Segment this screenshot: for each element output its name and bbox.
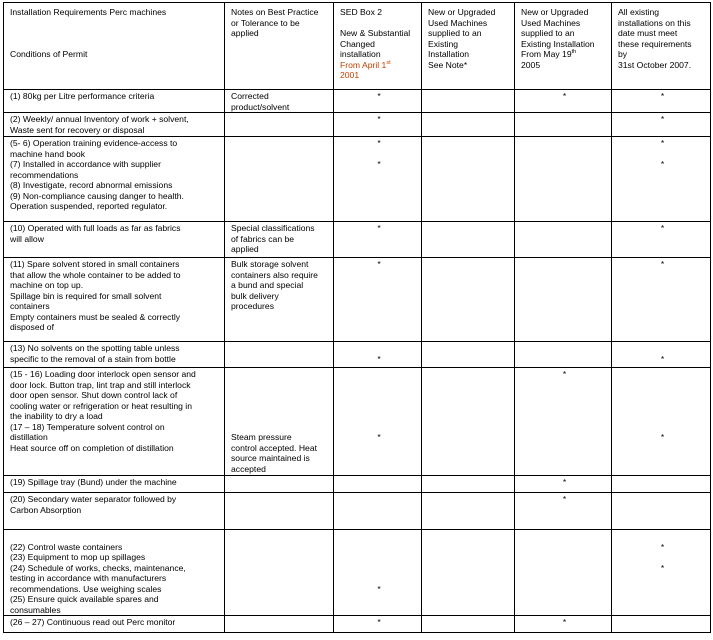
notes-cell: Special classifications of fabrics can be applied <box>225 222 334 258</box>
existing-cell <box>422 530 515 616</box>
existing-cell <box>422 342 515 368</box>
may-cell <box>515 258 612 342</box>
notes-cell: Corrected product/solvent <box>225 90 334 113</box>
header-notes: Notes on Best Practice or Tolerance to be applied <box>225 3 334 90</box>
existing-cell <box>422 222 515 258</box>
all-existing-cell: * <box>612 342 711 368</box>
sed-cell: * <box>334 342 422 368</box>
may-cell: * <box>515 616 612 633</box>
may-cell <box>515 342 612 368</box>
table-row <box>4 222 711 258</box>
notes-cell <box>225 137 334 222</box>
may-cell <box>515 530 612 616</box>
notes-cell <box>225 476 334 493</box>
header-col1-sub: Conditions of Permit <box>10 49 88 59</box>
existing-cell <box>422 113 515 137</box>
condition-cell: (5- 6) Operation training evidence-access to machine hand book (7) Installed in accordance with supplier recommendations (8) Investigate, record abnormal emissions (9) Non-compliance causing danger to health. Operation suspended, reported regulator. <box>4 137 225 222</box>
condition-cell: (10) Operated with full loads as far as fabrics will allow <box>4 222 225 258</box>
all-existing-cell <box>612 476 711 493</box>
table-row <box>4 90 711 113</box>
existing-cell <box>422 476 515 493</box>
existing-cell <box>422 493 515 530</box>
sed-cell: * * <box>334 137 422 222</box>
notes-cell <box>225 342 334 368</box>
notes-cell <box>225 530 334 616</box>
may-cell: * <box>515 476 612 493</box>
all-existing-cell: * <box>612 90 711 113</box>
table-row <box>4 476 711 493</box>
all-existing-cell: * <box>612 113 711 137</box>
condition-cell: (20) Secondary water separator followed by Carbon Absorption <box>4 493 225 530</box>
sed-cell: * <box>334 222 422 258</box>
sed-cell <box>334 476 422 493</box>
may-cell: * <box>515 90 612 113</box>
condition-cell: (22) Control waste containers (23) Equipment to mop up spillages (24) Schedule of works, checks, maintenance, testing in accordance with manufacturers recommendations. Use weighing scales (25) Ensure quick available spares and consumables <box>4 530 225 616</box>
sed-cell: * <box>334 90 422 113</box>
all-existing-cell <box>612 616 711 633</box>
table-row <box>4 493 711 530</box>
notes-cell <box>225 493 334 530</box>
header-all-existing: All existing installations on this date must meet these requirements by 31st October 2007. <box>612 3 711 90</box>
sed-cell: * <box>334 368 422 476</box>
table-row <box>4 368 711 476</box>
may-cell <box>515 113 612 137</box>
condition-cell: (13) No solvents on the spotting table unless specific to the removal of a stain from bottle <box>4 342 225 368</box>
header-row <box>4 3 711 90</box>
sed-cell: * <box>334 113 422 137</box>
header-col1-title: Installation Requirements Perc machines <box>10 7 167 17</box>
condition-cell: (19) Spillage tray (Bund) under the machine <box>4 476 225 493</box>
all-existing-cell: * <box>612 368 711 476</box>
all-existing-cell <box>612 493 711 530</box>
may-cell <box>515 137 612 222</box>
sed-cell <box>334 493 422 530</box>
existing-cell <box>422 616 515 633</box>
notes-cell: Steam pressure control accepted. Heat source maintained is accepted <box>225 368 334 476</box>
existing-cell <box>422 368 515 476</box>
header-new-used-may: New or Upgraded Used Machines supplied to an Existing Installation From May 19th 2005 <box>515 3 612 90</box>
existing-cell <box>422 137 515 222</box>
header-sed-text: SED Box 2 New & Substantial Changed installation <box>340 7 411 59</box>
existing-cell <box>422 90 515 113</box>
existing-cell <box>422 258 515 342</box>
condition-cell: (15 - 16) Loading door interlock open sensor and door lock. Button trap, lint trap and still interlock door open sensor. Shut down control lack of cooling water or refrigeration or heat resulting in the inability to dry a load (17 – 18) Temperature solvent control on distillation Heat source off on completion of distillation <box>4 368 225 476</box>
all-existing-cell: * * <box>612 137 711 222</box>
table-row <box>4 616 711 633</box>
sed-cell: * <box>334 530 422 616</box>
condition-cell: (11) Spare solvent stored in small containers that allow the whole container to be added to machine on top up. Spillage bin is required for small solvent containers Empty containers must be sealed & correctly disposed of <box>4 258 225 342</box>
all-existing-cell: * <box>612 258 711 342</box>
header-sed-box <box>334 3 422 90</box>
header-new-used-existing: New or Upgraded Used Machines supplied to an Existing Installation See Note* <box>422 3 515 90</box>
table-row <box>4 530 711 616</box>
table-row <box>4 342 711 368</box>
requirements-table <box>3 2 711 633</box>
table-row <box>4 258 711 342</box>
sed-cell: * <box>334 258 422 342</box>
may-cell <box>515 222 612 258</box>
may-cell: * <box>515 368 612 476</box>
may-cell: * <box>515 493 612 530</box>
header-sed-from: From April 1st 2001 <box>340 59 391 80</box>
notes-cell: Bulk storage solvent containers also require a bund and special bulk delivery procedures <box>225 258 334 342</box>
condition-cell: (1) 80kg per Litre performance criteria <box>4 90 225 113</box>
sed-cell: * <box>334 616 422 633</box>
header-conditions <box>4 3 225 90</box>
condition-cell: (26 – 27) Continuous read out Perc monitor <box>4 616 225 633</box>
all-existing-cell: * <box>612 222 711 258</box>
all-existing-cell: * * <box>612 530 711 616</box>
notes-cell <box>225 113 334 137</box>
notes-cell <box>225 616 334 633</box>
table-row <box>4 113 711 137</box>
condition-cell: (2) Weekly/ annual Inventory of work + solvent, Waste sent for recovery or disposal <box>4 113 225 137</box>
table-row <box>4 137 711 222</box>
